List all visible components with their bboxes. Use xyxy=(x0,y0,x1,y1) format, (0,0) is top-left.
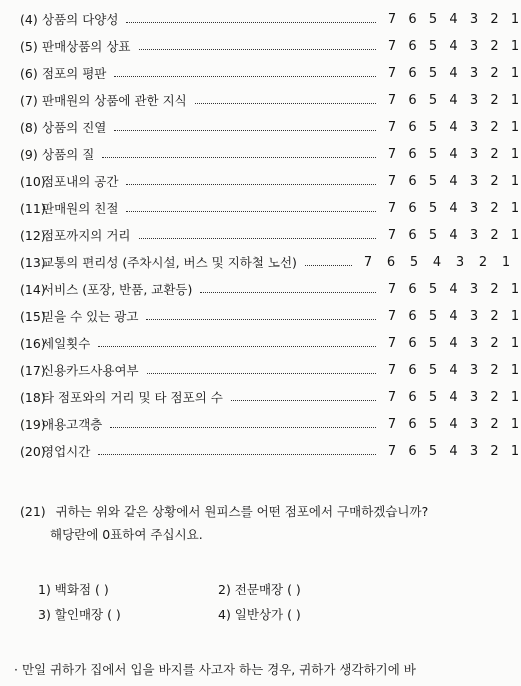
rating-scale xyxy=(386,361,520,381)
scale-value[interactable]: 7 xyxy=(387,336,397,351)
item-number: (10) xyxy=(20,174,46,189)
scale-value[interactable]: 6 xyxy=(408,174,417,189)
scale-value[interactable]: 4 xyxy=(449,444,458,459)
rating-row xyxy=(20,442,520,462)
scale-value[interactable]: 3 xyxy=(469,363,479,378)
scale-value[interactable]: 4 xyxy=(449,363,458,378)
scale-value[interactable]: 3 xyxy=(469,390,479,405)
scale-value[interactable]: 5 xyxy=(428,228,438,243)
scale-value[interactable]: 1 xyxy=(510,282,520,297)
scale-value[interactable]: 5 xyxy=(428,174,438,189)
scale-value[interactable]: 4 xyxy=(449,228,458,243)
rating-scale xyxy=(386,442,520,462)
scale-value[interactable]: 3 xyxy=(469,39,479,54)
scale-value[interactable]: 5 xyxy=(428,201,438,216)
scale-value[interactable]: 1 xyxy=(510,309,520,324)
rating-scale xyxy=(386,388,520,408)
rating-scale xyxy=(386,91,520,111)
rating-scale xyxy=(386,172,520,192)
scale-value[interactable]: 1 xyxy=(510,363,520,378)
item-label: 신용카드사용여부 xyxy=(42,363,139,378)
scale-value[interactable]: 3 xyxy=(469,201,479,216)
question-21-instruction: 해당란에 0표하여 주십시요. xyxy=(50,527,203,542)
item-number: (6) xyxy=(20,66,38,81)
item-number: (14) xyxy=(20,282,46,297)
scale-value[interactable]: 2 xyxy=(490,39,499,54)
scale-value[interactable]: 5 xyxy=(428,39,438,54)
item-number: (12) xyxy=(20,228,46,243)
rating-scale xyxy=(386,118,520,138)
scale-value[interactable]: 4 xyxy=(449,417,458,432)
scale-value[interactable]: 6 xyxy=(408,147,417,162)
scale-value[interactable]: 2 xyxy=(490,93,499,108)
scale-value[interactable]: 5 xyxy=(428,120,438,135)
item-number: (20) xyxy=(20,444,46,459)
rating-row xyxy=(20,388,520,408)
item-label: 판매원의 친절 xyxy=(42,201,119,216)
scale-value[interactable]: 5 xyxy=(428,417,438,432)
rating-scale xyxy=(386,307,520,327)
dotted-leader xyxy=(102,157,376,158)
scale-value[interactable]: 3 xyxy=(455,255,465,270)
item-number: (5) xyxy=(20,39,38,54)
dotted-leader xyxy=(305,265,352,266)
scale-value[interactable]: 7 xyxy=(387,12,397,27)
dotted-leader xyxy=(195,103,376,104)
rating-row xyxy=(20,361,520,381)
scale-value[interactable]: 1 xyxy=(510,336,520,351)
scale-value[interactable]: 7 xyxy=(363,255,373,270)
rating-row xyxy=(20,226,520,246)
item-number: (13) xyxy=(20,255,46,270)
scale-value[interactable]: 3 xyxy=(469,120,479,135)
scale-value[interactable]: 5 xyxy=(428,66,438,81)
scale-value[interactable]: 6 xyxy=(408,444,417,459)
item-label: 애용고객층 xyxy=(42,417,103,432)
item-number: (4) xyxy=(20,12,38,27)
scale-value[interactable]: 5 xyxy=(428,93,438,108)
scale-value[interactable]: 4 xyxy=(449,66,458,81)
dotted-leader xyxy=(139,238,376,239)
scale-value[interactable]: 1 xyxy=(510,444,520,459)
scale-value[interactable]: 6 xyxy=(408,120,417,135)
rating-row xyxy=(20,307,520,327)
rating-row xyxy=(20,280,520,300)
rating-scale xyxy=(386,10,520,30)
scale-value[interactable]: 4 xyxy=(449,390,458,405)
scale-value[interactable]: 3 xyxy=(469,66,479,81)
scale-value[interactable]: 2 xyxy=(478,255,488,270)
question-21-line-1 xyxy=(20,502,428,522)
scale-value[interactable]: 5 xyxy=(428,390,438,405)
rating-scale xyxy=(386,334,520,354)
scale-value[interactable]: 2 xyxy=(490,174,499,189)
scale-value[interactable]: 1 xyxy=(510,39,520,54)
scale-value[interactable]: 4 xyxy=(449,120,458,135)
dotted-leader xyxy=(98,454,376,455)
rating-scale xyxy=(386,145,520,165)
item-label: 점포내의 공간 xyxy=(42,174,119,189)
scale-value[interactable]: 1 xyxy=(510,417,520,432)
scale-value[interactable]: 1 xyxy=(510,147,520,162)
scale-value[interactable]: 7 xyxy=(387,201,397,216)
option-department-store[interactable]: 1) 백화점 ( ) xyxy=(38,582,109,597)
item-label: 판매원의 상품에 관한 지식 xyxy=(42,93,187,108)
scale-value[interactable]: 3 xyxy=(469,147,479,162)
scale-value[interactable]: 2 xyxy=(490,228,499,243)
item-label: 타 점포와의 거리 및 타 점포의 수 xyxy=(42,390,223,405)
scale-value[interactable]: 7 xyxy=(387,228,397,243)
scale-value[interactable]: 7 xyxy=(387,309,397,324)
item-label: 상품의 질 xyxy=(42,147,95,162)
scale-value[interactable]: 2 xyxy=(490,282,499,297)
rating-scale xyxy=(362,253,517,273)
scale-value[interactable]: 2 xyxy=(490,336,499,351)
scale-value[interactable]: 4 xyxy=(449,93,458,108)
rating-row xyxy=(20,37,520,57)
scale-value[interactable]: 5 xyxy=(428,444,438,459)
scale-value[interactable]: 5 xyxy=(428,363,438,378)
scale-value[interactable]: 4 xyxy=(432,255,442,270)
scale-value[interactable]: 1 xyxy=(510,66,520,81)
option-general-market[interactable]: 4) 일반상가 ( ) xyxy=(218,607,301,622)
scale-value[interactable]: 4 xyxy=(449,309,458,324)
rating-scale xyxy=(386,199,520,219)
item-label: 판매상품의 상표 xyxy=(42,39,131,54)
scale-value[interactable]: 6 xyxy=(408,363,417,378)
rating-row xyxy=(20,172,520,192)
question-21-number: (21) xyxy=(20,504,46,519)
scale-value[interactable]: 3 xyxy=(469,309,479,324)
rating-row xyxy=(20,145,520,165)
scale-value[interactable]: 1 xyxy=(510,12,520,27)
scale-value[interactable]: 4 xyxy=(449,147,458,162)
dotted-leader xyxy=(139,49,376,50)
rating-row xyxy=(20,334,520,354)
scale-value[interactable]: 5 xyxy=(428,336,438,351)
item-label: 점포까지의 거리 xyxy=(42,228,131,243)
item-number: (9) xyxy=(20,147,38,162)
item-number: (17) xyxy=(20,363,46,378)
scale-value[interactable]: 3 xyxy=(469,12,479,27)
item-label: 교통의 편리성 (주차시설, 버스 및 지하철 노선) xyxy=(42,255,297,270)
rating-scale xyxy=(386,280,520,300)
scale-value[interactable]: 7 xyxy=(387,417,397,432)
scale-value[interactable]: 7 xyxy=(387,93,397,108)
dotted-leader xyxy=(114,76,376,77)
scale-value[interactable]: 3 xyxy=(469,174,479,189)
option-specialty-store[interactable]: 2) 전문매장 ( ) xyxy=(218,582,301,597)
scale-value[interactable]: 5 xyxy=(409,255,419,270)
footer-question-text: 만일 귀하가 집에서 입을 바지를 사고자 하는 경우, 귀하가 생각하기에 바 xyxy=(21,662,416,677)
rating-row xyxy=(20,91,520,111)
rating-scale xyxy=(386,226,520,246)
scale-value[interactable]: 6 xyxy=(408,66,417,81)
dotted-leader xyxy=(126,22,376,23)
item-label: 서비스 (포장, 반품, 교환등) xyxy=(42,282,193,297)
item-label: 상품의 진열 xyxy=(42,120,107,135)
scale-value[interactable]: 7 xyxy=(387,174,397,189)
scale-value[interactable]: 7 xyxy=(387,444,397,459)
scale-value[interactable]: 6 xyxy=(408,228,417,243)
scale-value[interactable]: 6 xyxy=(408,336,417,351)
scale-value[interactable]: 6 xyxy=(408,282,417,297)
question-21-text: 귀하는 위와 같은 상황에서 원피스를 어떤 점포에서 구매하겠습니까? xyxy=(55,504,429,519)
dotted-leader xyxy=(98,346,376,347)
scale-value[interactable]: 6 xyxy=(408,39,417,54)
scale-value[interactable]: 7 xyxy=(387,39,397,54)
item-number: (11) xyxy=(20,201,46,216)
rating-scale xyxy=(386,415,520,435)
rating-scale xyxy=(386,37,520,57)
scale-value[interactable]: 6 xyxy=(408,390,417,405)
dotted-leader xyxy=(126,211,376,212)
scale-value[interactable]: 3 xyxy=(469,336,479,351)
item-label: 상품의 다양성 xyxy=(42,12,119,27)
scale-value[interactable]: 4 xyxy=(449,174,458,189)
footer-text: · 만일 귀하가 집에서 입을 바지를 사고자 하는 경우, 귀하가 생각하기에 바 xyxy=(14,662,416,677)
scale-value[interactable]: 7 xyxy=(387,147,397,162)
rating-row xyxy=(20,253,511,273)
scale-value[interactable]: 6 xyxy=(408,12,417,27)
scale-value[interactable]: 2 xyxy=(490,444,499,459)
scale-value[interactable]: 2 xyxy=(490,120,499,135)
item-number: (7) xyxy=(20,93,38,108)
item-label: 점포의 평판 xyxy=(42,66,107,81)
scale-value[interactable]: 5 xyxy=(428,282,438,297)
scale-value[interactable]: 6 xyxy=(408,309,417,324)
dotted-leader xyxy=(114,130,376,131)
scale-value[interactable]: 1 xyxy=(510,390,520,405)
dotted-leader xyxy=(126,184,376,185)
scale-value[interactable]: 2 xyxy=(490,363,499,378)
scale-value[interactable]: 3 xyxy=(469,282,479,297)
scale-value[interactable]: 4 xyxy=(449,336,458,351)
scale-value[interactable]: 6 xyxy=(408,201,417,216)
scale-value[interactable]: 2 xyxy=(490,417,499,432)
option-discount-store[interactable]: 3) 할인매장 ( ) xyxy=(38,607,121,622)
scale-value[interactable]: 1 xyxy=(510,93,520,108)
rating-row xyxy=(20,10,520,30)
scale-value[interactable]: 4 xyxy=(449,282,458,297)
scale-value[interactable]: 2 xyxy=(490,309,499,324)
item-label: 세일횟수 xyxy=(42,336,91,351)
item-label: 믿을 수 있는 광고 xyxy=(42,309,139,324)
dotted-leader xyxy=(200,292,376,293)
dotted-leader xyxy=(110,427,376,428)
scale-value[interactable]: 3 xyxy=(469,417,479,432)
scale-value[interactable]: 1 xyxy=(510,174,520,189)
scale-value[interactable]: 1 xyxy=(501,255,511,270)
item-label: 영업시간 xyxy=(42,444,91,459)
scale-value[interactable]: 6 xyxy=(408,93,417,108)
item-number: (16) xyxy=(20,336,46,351)
rating-row xyxy=(20,199,520,219)
scale-value[interactable]: 2 xyxy=(490,66,499,81)
rating-row xyxy=(20,415,520,435)
scale-value[interactable]: 2 xyxy=(490,12,499,27)
scale-value[interactable]: 6 xyxy=(408,417,417,432)
rating-scale xyxy=(386,64,520,84)
scale-value[interactable]: 5 xyxy=(428,309,438,324)
scale-value[interactable]: 5 xyxy=(428,12,438,27)
scale-value[interactable]: 7 xyxy=(387,120,397,135)
scale-value[interactable]: 7 xyxy=(387,282,397,297)
scale-value[interactable]: 1 xyxy=(510,120,520,135)
scale-value[interactable]: 4 xyxy=(449,12,458,27)
scale-value[interactable]: 3 xyxy=(469,228,479,243)
scale-value[interactable]: 3 xyxy=(469,93,479,108)
rating-row xyxy=(20,64,520,84)
dotted-leader xyxy=(147,373,376,374)
scale-value[interactable]: 3 xyxy=(469,444,479,459)
scale-value[interactable]: 2 xyxy=(490,390,499,405)
scale-value[interactable]: 7 xyxy=(387,66,397,81)
item-number: (18) xyxy=(20,390,46,405)
scale-value[interactable]: 7 xyxy=(387,390,397,405)
scale-value[interactable]: 2 xyxy=(490,201,499,216)
scale-value[interactable]: 4 xyxy=(449,201,458,216)
scale-value[interactable]: 1 xyxy=(510,201,520,216)
scale-value[interactable]: 7 xyxy=(387,363,397,378)
scale-value[interactable]: 4 xyxy=(449,39,458,54)
rating-row xyxy=(20,118,520,138)
scale-value[interactable]: 5 xyxy=(428,147,438,162)
scale-value[interactable]: 1 xyxy=(510,228,520,243)
scale-value[interactable]: 6 xyxy=(386,255,396,270)
item-number: (8) xyxy=(20,120,38,135)
scale-value[interactable]: 2 xyxy=(490,147,499,162)
dotted-leader xyxy=(146,319,376,320)
dotted-leader xyxy=(231,400,376,401)
item-number: (19) xyxy=(20,417,46,432)
item-number: (15) xyxy=(20,309,46,324)
